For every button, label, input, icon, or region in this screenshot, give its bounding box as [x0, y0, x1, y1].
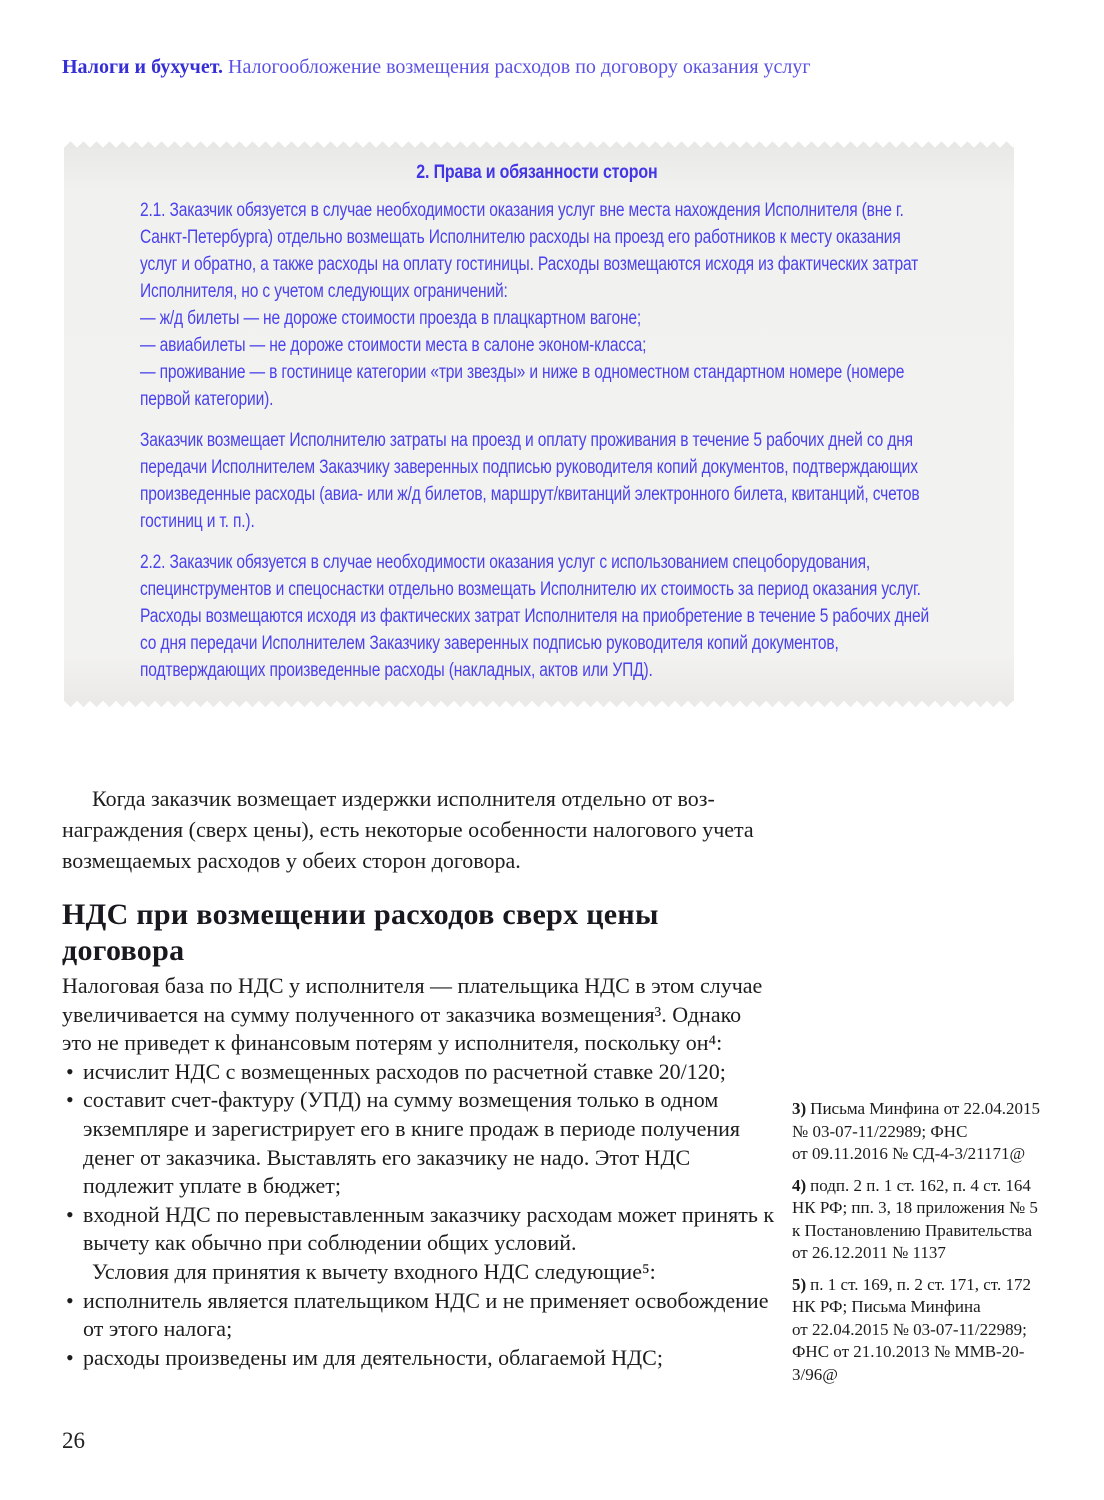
- excerpt-paragraph: 2.1. Заказчик обязуется в случае необходимости оказания услуг вне места нахождения Исполнителя (вне г. Санкт-Петербурга) отдельно возмещать Исполнителю расходы на проезд его работников к месту оказания услуг и обратно, а также расходы на оплату гостиницы. Расходы возмещаются исходя из фактических затрат Исполнителя, но с учетом следующих ограничений:: [140, 200, 919, 302]
- vat-section: [62, 972, 776, 1372]
- excerpt-dash-item: — проживание — в гостинице категории «три звезды» и ниже в одноместном стандартном номере (номере первой категории).: [140, 362, 905, 410]
- rubric-title: Налоги и бухучет.: [62, 56, 224, 78]
- excerpt-dash-item: — авиабилеты — не дороже стоимости места в салоне эконом-класса;: [140, 335, 647, 356]
- zigzag-bottom-edge: [64, 700, 1014, 707]
- article-topic: Налогообложение возмещения расходов по договору оказания услуг: [228, 56, 811, 78]
- section-heading: [62, 897, 776, 969]
- bullet-item: • составит счет-фактуру (УПД) на сумму возмещения только в одном экземпляре и зарегистрирует его в книге продаж в периоде получения денег от заказчика. Выставлять его заказчику не надо. Этот НДС подлежит уплате в бюджет;: [62, 1086, 776, 1200]
- vat-base-paragraph: Налоговая база по НДС у исполнителя — плательщика НДС в этом случае увеличивается на сумму полученного от заказчика возмещения³. Однако это не приведет к финансовым потерям у исполнителя, поскольку он⁴:: [62, 973, 763, 1056]
- page-number: 26: [62, 1428, 85, 1453]
- footnote-text: п. 1 ст. 169, п. 2 ст. 171, ст. 172 НК РФ; Письма Минфина от 22.04.2015 № 03-07-11/22989; ФНС от 21.10.2013 № ММВ-20-3/96@: [792, 1274, 1031, 1384]
- section-heading-line2: договора: [62, 934, 185, 967]
- bullet-item: • исчислит НДС с возмещенных расходов по расчетной ставке 20/120;: [62, 1058, 776, 1087]
- footnotes-sidebar: [792, 1098, 1044, 1395]
- bullet-item: • входной НДС по перевыставленным заказчику расходам может принять к вычету как обычно при соблюдении общих условий.: [62, 1201, 776, 1258]
- excerpt-dash-item: — ж/д билеты — не дороже стоимости проезда в плацкартном вагоне;: [140, 308, 642, 329]
- conditions-bullet-list: [62, 1287, 776, 1373]
- excerpt-paragraph: 2.2. Заказчик обязуется в случае необходимости оказания услуг с использованием спецоборудования, специнструментов и спецоснастки отдельно возмещать Исполнителю их стоимость за период оказания услуг. Расходы возмещаются исходя из фактических затрат Исполнителя на приобретение в течение 5 рабочих дней со дня передачи Исполнителем Заказчику заверенных подписью руководителя копий документов, подтверждающих произведенные расходы (накладных, актов или УПД).: [140, 552, 930, 681]
- running-head: [62, 54, 1052, 80]
- footnote-text: Письма Минфина от 22.04.2015 № 03-07-11/22989; ФНС от 09.11.2016 № СД-4-3/21171@: [792, 1099, 1041, 1163]
- footnote: [792, 1175, 1044, 1265]
- conditions-intro: Условия для принятия к вычету входного НДС следующие⁵:: [92, 1258, 656, 1284]
- bullet-item: • расходы произведены им для деятельности, облагаемой НДС;: [62, 1344, 776, 1373]
- excerpt-body: [64, 148, 1014, 700]
- intro-paragraph: Когда заказчик возмещает издержки исполнителя отдельно от вознаграждения (сверх цены), есть некоторые особенности налогового учета возмещаемых расходов у обеих сторон договора.: [62, 786, 754, 873]
- vat-bullet-list: [62, 1058, 776, 1258]
- excerpt-paragraph: Заказчик возмещает Исполнителю затраты на проезд и оплату проживания в течение 5 рабочих дней со дня передачи Исполнителем Заказчику заверенных подписью руководителя копий документов, подтверждающих произведенные расходы (авиа- или ж/д билетов, маршрут/квитанций электронного билета, квитанций, счетов гостиниц и т. п.).: [140, 430, 920, 532]
- footnote: [792, 1274, 1044, 1387]
- footnote: [792, 1098, 1044, 1166]
- footnote-number: 3): [792, 1099, 807, 1118]
- footnote-text: подп. 2 п. 1 ст. 162, п. 4 ст. 164 НК РФ; пп. 3, 18 приложения № 5 к Постановлению Правительства от 26.12.2011 № 1137: [792, 1175, 1038, 1262]
- footnote-number: 5): [792, 1274, 807, 1294]
- excerpt-title: 2. Права и обязанности сторон: [416, 161, 658, 183]
- section-heading-line1: НДС при возмещении расходов сверх цены: [62, 898, 659, 931]
- contract-excerpt-box: [64, 141, 1014, 707]
- bullet-item: • исполнитель является плательщиком НДС и не применяет освобождение от этого налога;: [62, 1287, 776, 1344]
- footnote-number: 4): [792, 1175, 807, 1195]
- zigzag-top-edge: [64, 141, 1014, 148]
